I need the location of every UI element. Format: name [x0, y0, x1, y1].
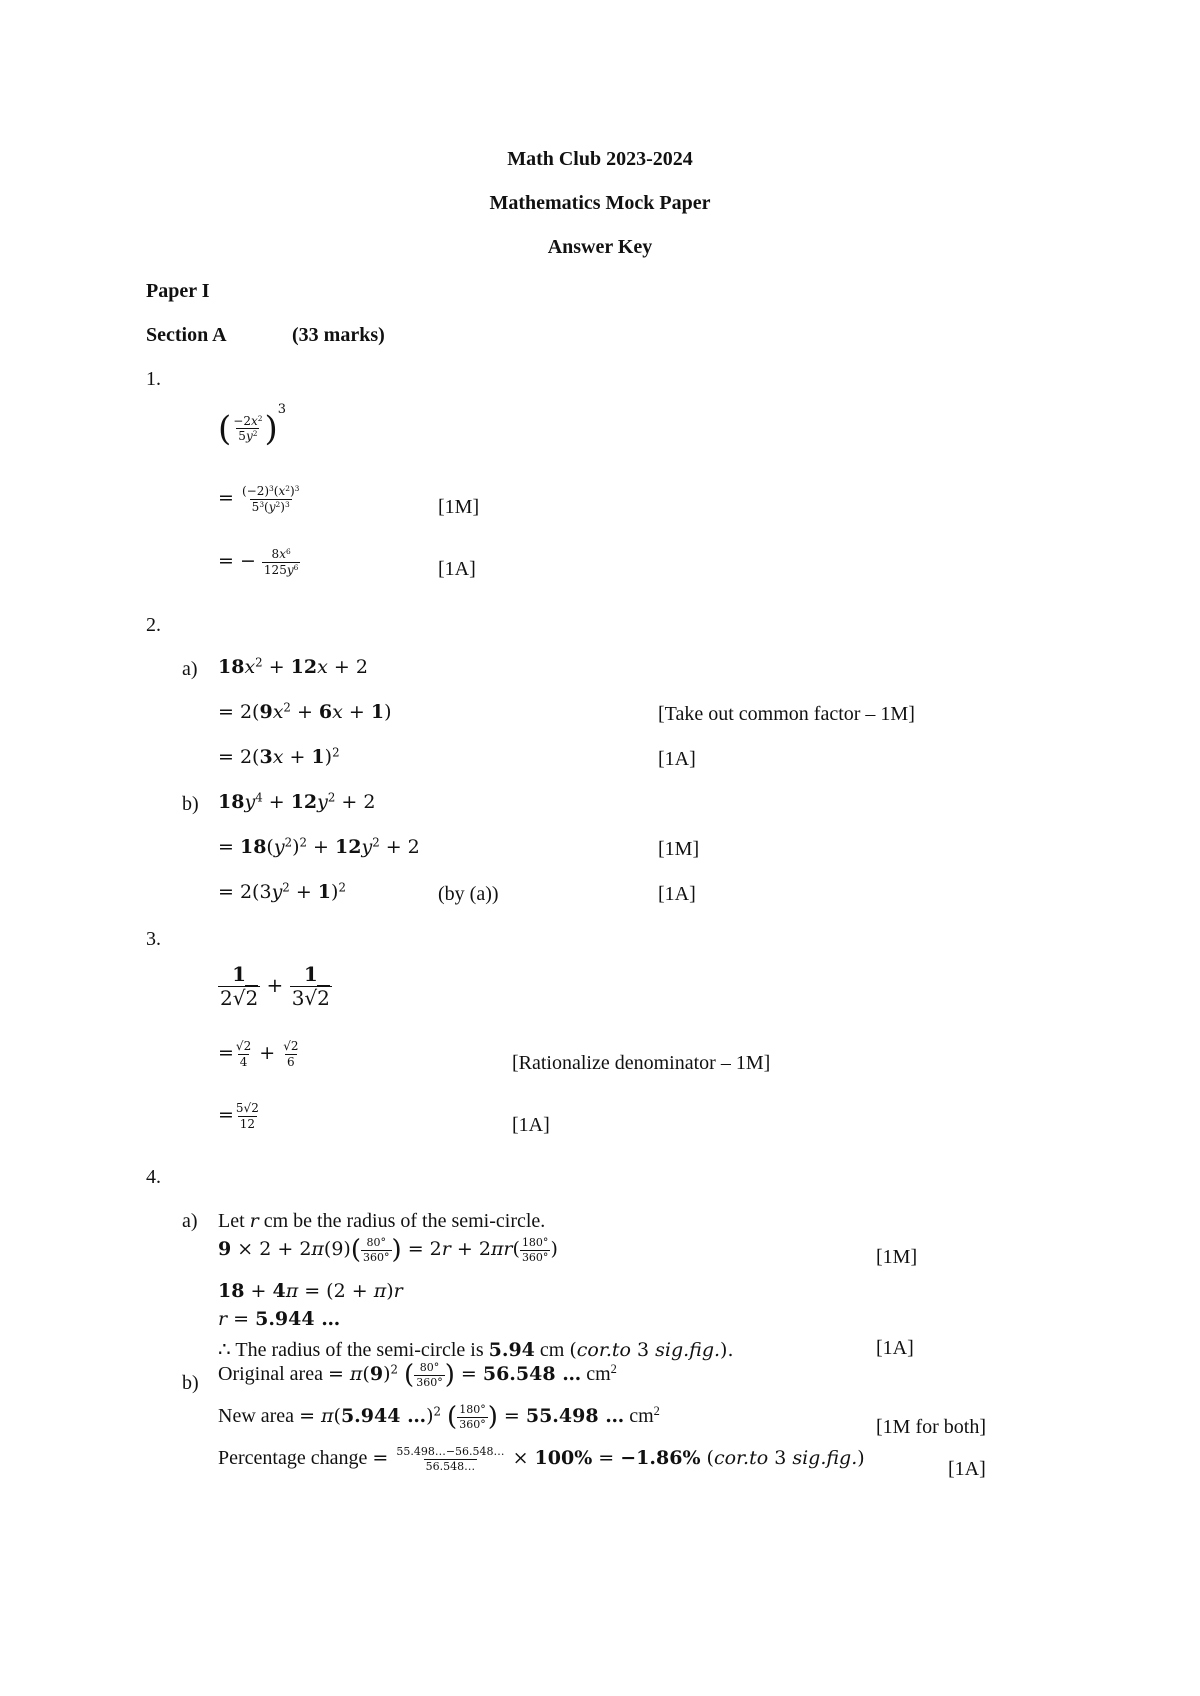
- q3-expression: $\frac{1}{2√2}$ + $\frac{1}{3√2}$: [220, 962, 330, 1010]
- q2-a-expression: $18x^2 + 12x + 2$: [218, 655, 368, 678]
- q2-number: 2.: [146, 614, 161, 636]
- q4-number: 4.: [146, 1166, 161, 1188]
- q3-step2: = $\frac{5√2}{12}$: [218, 1101, 259, 1131]
- q3-mark-1a: [1A]: [512, 1114, 550, 1136]
- q1-step1: = $\frac{(-2)^3(x^2)^3}{5^3(y^2)^3}$: [218, 483, 300, 514]
- q2-a-label: a): [182, 658, 198, 680]
- paper-title: Mathematics Mock Paper: [489, 192, 711, 214]
- q2-b-mark-1a: [1A]: [658, 883, 696, 905]
- q2-a-mark-1m: [Take out common factor – 1M]: [658, 703, 915, 725]
- q4-a-step2: r = 5.944 …: [218, 1308, 341, 1330]
- q4-b-label: b): [182, 1372, 199, 1394]
- q1-expression: ( $\frac{-2x^2}{5y^2}$ )$^3$: [218, 402, 287, 449]
- paper-label: Paper I: [146, 280, 210, 302]
- q4-a-step1: 18 + 4π = (2 + π)r: [218, 1280, 403, 1302]
- q2-a-step2: = $2(3x + 1)^2$: [218, 745, 340, 768]
- q2-a-mark-1a: [1A]: [658, 748, 696, 770]
- q2-b-expression: $18y^4 + 12y^2 + 2$: [218, 790, 376, 813]
- q3-step1: = $\frac{√2}{4}$ + $\frac{√2}{6}$: [218, 1039, 299, 1069]
- q4-b-mark-1a: [1A]: [948, 1458, 986, 1480]
- q2-b-note: (by (a)): [438, 883, 499, 905]
- q4-b-mark-both: [1M for both]: [876, 1416, 986, 1438]
- q4-a-label: a): [182, 1210, 198, 1232]
- section-label: Section A: [146, 324, 227, 346]
- section-marks: (33 marks): [292, 324, 385, 346]
- q2-b-step2: = $2(3y^2 + 1)^2$: [218, 880, 346, 903]
- q1-mark-1a: [1A]: [438, 558, 476, 580]
- q4-a-mark-1a: [1A]: [876, 1337, 914, 1359]
- q4-b-new-area: New area = π(5.944 …)$^2$ ( $\frac{180^\circ}{360^\circ}$ ) = 55.498 … $cm^2$: [218, 1402, 660, 1433]
- q1-step2: = − $\frac{8x^6}{125y^6}$: [218, 546, 299, 577]
- q4-a-intro: Let r cm be the radius of the semi-circle.: [218, 1210, 546, 1232]
- answer-key-heading: Answer Key: [547, 236, 653, 258]
- q2-b-mark-1m: [1M]: [658, 838, 700, 860]
- q3-number: 3.: [146, 928, 161, 950]
- q2-a-step1: = $2(9x^2 + 6x + 1)$: [218, 700, 392, 723]
- q4-a-mark-1m: [1M]: [876, 1246, 918, 1268]
- q1-number: 1.: [146, 368, 161, 390]
- q4-a-equation: 9 × 2 + 2π(9)( $\frac{80^\circ}{360^\circ}$ ) = 2r + 2πr( $\frac{180^\circ}{360^\circ}$ ): [218, 1235, 558, 1266]
- q2-b-label: b): [182, 793, 199, 815]
- q2-b-step1: = $18(y^2)^2 + 12y^2 + 2$: [218, 835, 420, 858]
- q4-a-conclusion: ∴ The radius of the semi-circle is 5.94 cm (cor.to 3 sig.fig.).: [218, 1339, 734, 1361]
- q1-mark-1m: [1M]: [438, 496, 480, 518]
- club-title: Math Club 2023-2024: [507, 148, 693, 170]
- q4-b-original-area: Original area = $\pi(9)^2$ ( $\frac{80^\circ}{360^\circ}$ ) = 56.548 … $cm^2$: [218, 1360, 617, 1391]
- q4-b-percentage: Percentage change = $\frac{55.498\dots-56.548\dots}{56.548\dots}$ × 100% = −1.86% (cor.to 3 sig.fig.): [218, 1445, 865, 1473]
- q3-mark-1m: [Rationalize denominator – 1M]: [512, 1052, 771, 1074]
